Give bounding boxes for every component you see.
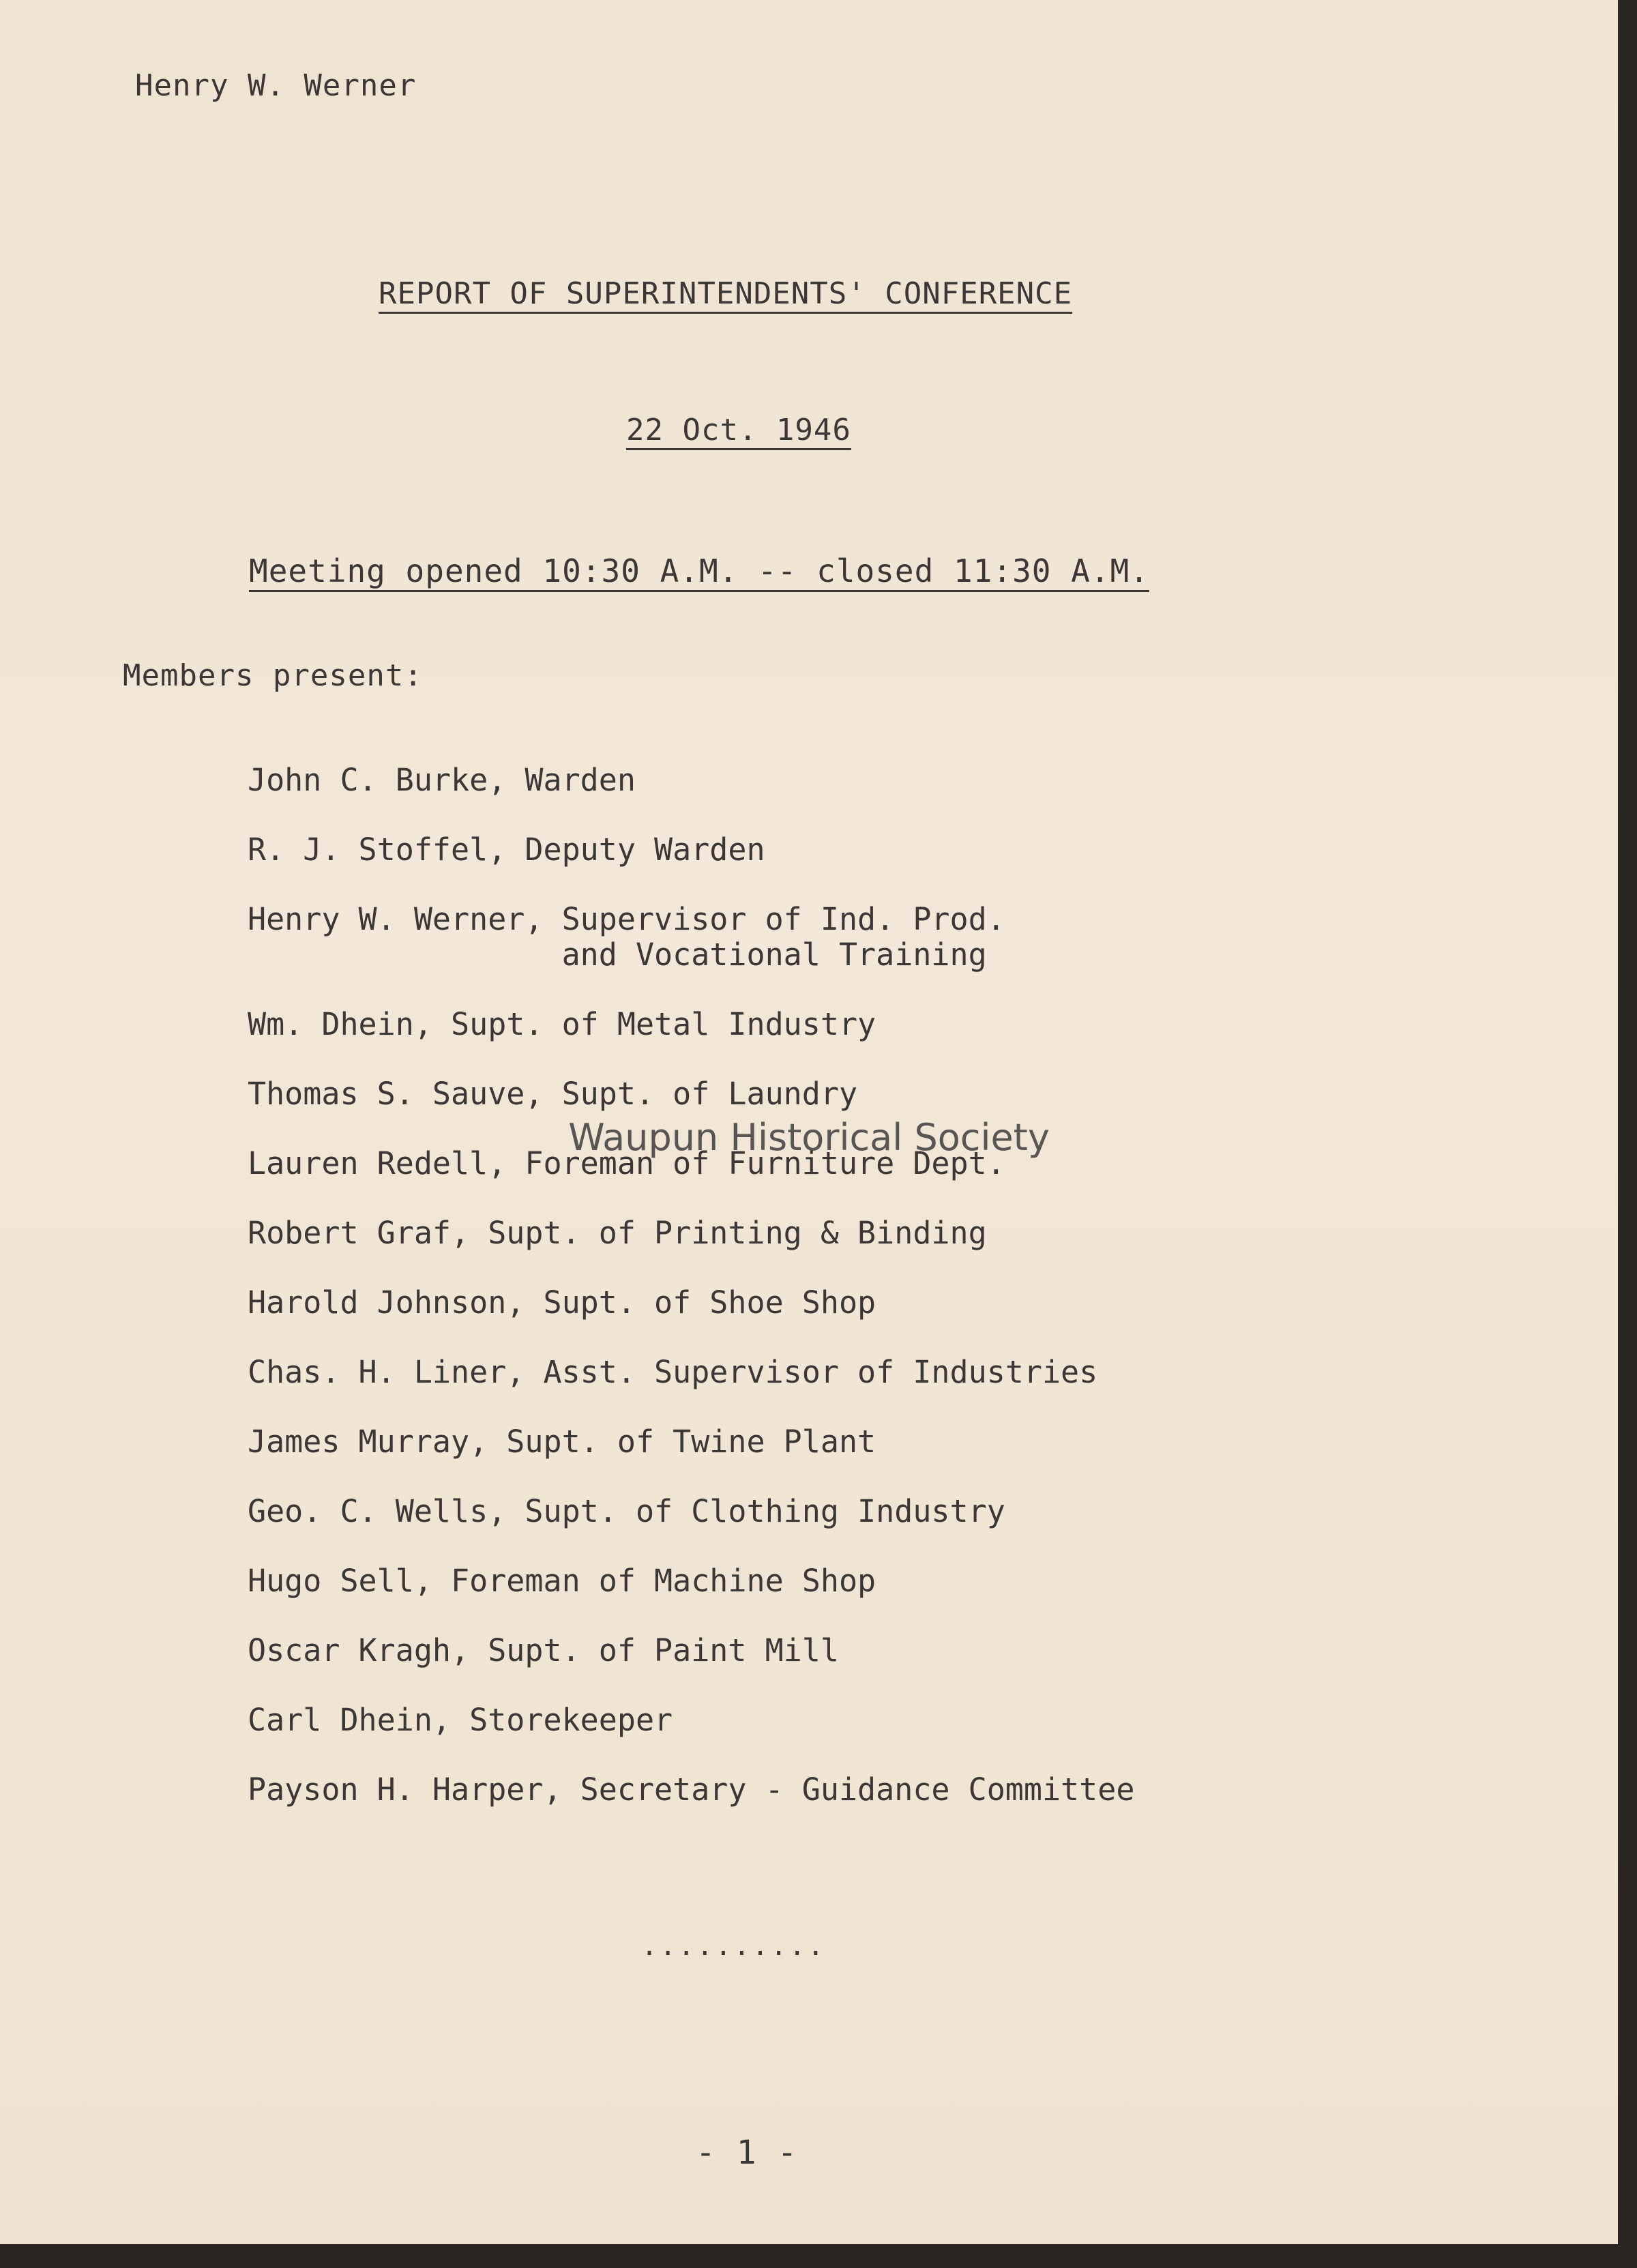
scan-edge-bottom	[0, 2244, 1637, 2268]
members-label: Members present:	[123, 658, 423, 693]
list-item: Hugo Sell, Foreman of Machine Shop	[248, 1563, 876, 1599]
list-item: Geo. C. Wells, Supt. of Clothing Industry	[248, 1493, 1005, 1529]
meeting-time: Meeting opened 10:30 A.M. -- closed 11:30 A.M.	[249, 553, 1149, 589]
watermark: Waupun Historical Society	[568, 1116, 1050, 1159]
list-item: Robert Graf, Supt. of Printing & Binding	[248, 1215, 987, 1251]
list-item: Oscar Kragh, Supt. of Paint Mill	[248, 1632, 839, 1668]
members-list	[248, 763, 1134, 1808]
list-item: Henry W. Werner, Supervisor of Ind. Prod. and Vocational Training	[248, 901, 1005, 973]
author-header: Henry W. Werner	[135, 68, 417, 103]
list-item: John C. Burke, Warden	[248, 762, 636, 798]
list-item: Carl Dhein, Storekeeper	[248, 1702, 673, 1738]
report-date: 22 Oct. 1946	[626, 413, 851, 447]
list-item: James Murray, Supt. of Twine Plant	[248, 1424, 876, 1460]
list-item: Harold Johnson, Supt. of Shoe Shop	[248, 1284, 876, 1321]
scan-edge-right	[1618, 0, 1637, 2268]
list-item: Thomas S. Sauve, Supt. of Laundry	[248, 1076, 858, 1112]
report-title: REPORT OF SUPERINTENDENTS' CONFERENCE	[379, 276, 1073, 311]
section-divider: ..........	[641, 1930, 826, 1962]
list-item: Chas. H. Liner, Asst. Supervisor of Industries	[248, 1354, 1098, 1390]
list-item: Lauren Redell, Foreman of Furniture Dept.	[248, 1145, 1005, 1181]
page-number: - 1 -	[696, 2134, 798, 2172]
list-item: Payson H. Harper, Secretary - Guidance Committee	[248, 1771, 1135, 1808]
list-item: R. J. Stoffel, Deputy Warden	[248, 831, 765, 868]
list-item: Wm. Dhein, Supt. of Metal Industry	[248, 1006, 876, 1042]
